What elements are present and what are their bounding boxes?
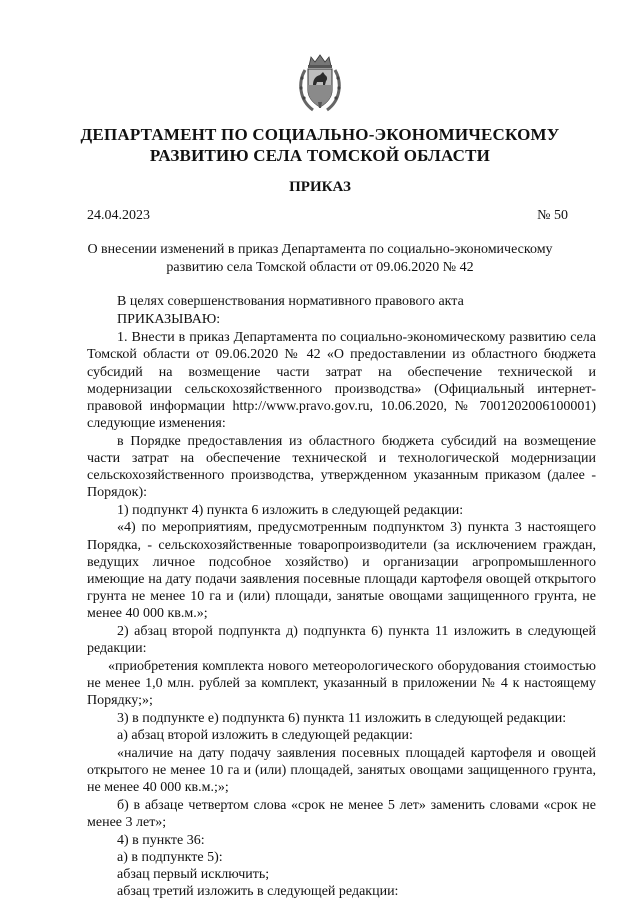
subject-line-2: развитию села Томской области от 09.06.2020 № 42 xyxy=(166,260,474,275)
coat-of-arms-icon xyxy=(295,52,345,114)
body-line: В целях совершенствования нормативного правового акта xyxy=(117,294,464,309)
body-line: Порядок): xyxy=(87,485,148,500)
body-line: части затрат на обеспечение технической и технологической модернизации xyxy=(87,451,596,466)
body-line: а) в подпункте 5): xyxy=(117,850,223,865)
body-line: менее 3 лет»; xyxy=(87,815,167,830)
order-number: № 50 xyxy=(537,208,568,223)
body-line: не менее 1,0 млн. рублей за комплект, указанный в приложении № 4 к настоящему xyxy=(87,676,596,691)
body-line: не менее 40 000 кв.м.;»; xyxy=(87,780,229,795)
body-line: 1) подпункт 4) пункта 6 изложить в следующей редакции: xyxy=(117,503,464,518)
body-line: а) абзац второй изложить в следующей редакции: xyxy=(117,728,413,743)
body-line: субсидий на возмещение части затрат на обеспечение технической и xyxy=(87,365,596,380)
order-date: 24.04.2023 xyxy=(87,208,150,223)
body-line: «4) по мероприятиям, предусмотренным подпунктом 3) пункта 3 настоящего xyxy=(117,520,596,535)
body-line: «наличие на дату подачу заявления посевных площадей картофеля и овощей xyxy=(117,746,596,761)
document-type-title: ПРИКАЗ xyxy=(289,179,351,195)
body-line: в Порядке предоставления из областного бюджета субсидий на возмещение xyxy=(117,434,596,449)
department-name-line1: ДЕПАРТАМЕНТ ПО СОЦИАЛЬНО-ЭКОНОМИЧЕСКОМУ xyxy=(80,125,560,144)
body-line: Порядка, - сельскохозяйственные товаропроизводители (за исключением граждан, xyxy=(87,538,596,553)
body-line: модернизации сельскохозяйственного производства» (Официальный интернет- xyxy=(87,382,596,397)
body-line: следующие изменения: xyxy=(87,416,226,431)
body-line: 4) в пункте 36: xyxy=(117,833,205,848)
body-line: грунта не менее 10 га и (или) площади, занятые овощами защищенного грунта, не xyxy=(87,589,596,604)
subject-line-1: О внесении изменений в приказ Департамента по социально-экономическому xyxy=(87,242,553,257)
body-line: 1. Внести в приказ Департамента по социально-экономическому развитию села xyxy=(117,330,596,345)
body-line: сельскохозяйственного производства, утвержденном указанным приказом (далее - xyxy=(87,468,596,483)
body-line: б) в абзаце четвертом слова «срок не менее 5 лет» заменить словами «срок не xyxy=(117,798,596,813)
body-line: абзац третий изложить в следующей редакции: xyxy=(117,884,399,899)
department-name-line2: РАЗВИТИЮ СЕЛА ТОМСКОЙ ОБЛАСТИ xyxy=(149,146,491,165)
body-line: 3) в подпункте е) подпункта 6) пункта 11 изложить в следующей редакции: xyxy=(117,711,567,726)
body-line: Томской области от 09.06.2020 № 42 «О предоставлении из областного бюджета xyxy=(87,347,596,362)
body-line: «приобретения комплекта нового метеорологического оборудования стоимостью xyxy=(108,659,596,674)
body-line: менее 40 000 кв.м.»; xyxy=(87,606,208,621)
body-line: открытого не менее 10 га и (или) площадей, занятых овощами защищенного грунта, xyxy=(87,763,596,778)
body-line: Порядку;»; xyxy=(87,693,153,708)
body-line: правовой информации http://www.pravo.gov.ru, 10.06.2020, № 7001202006100001) xyxy=(87,399,596,414)
body-line: имеющие на дату подачи заявления посевные площади картофеля овощей открытого xyxy=(87,572,596,587)
body-line: абзац первый исключить; xyxy=(117,867,270,882)
body-line: 2) абзац второй подпункта д) подпункта 6) пункта 11 изложить в следующей xyxy=(117,624,596,639)
body-line: ведущих личное подсобное хозяйство) и организации агропромышленного xyxy=(87,555,596,570)
body-line: редакции: xyxy=(87,641,147,656)
body-line: ПРИКАЗЫВАЮ: xyxy=(117,312,221,327)
